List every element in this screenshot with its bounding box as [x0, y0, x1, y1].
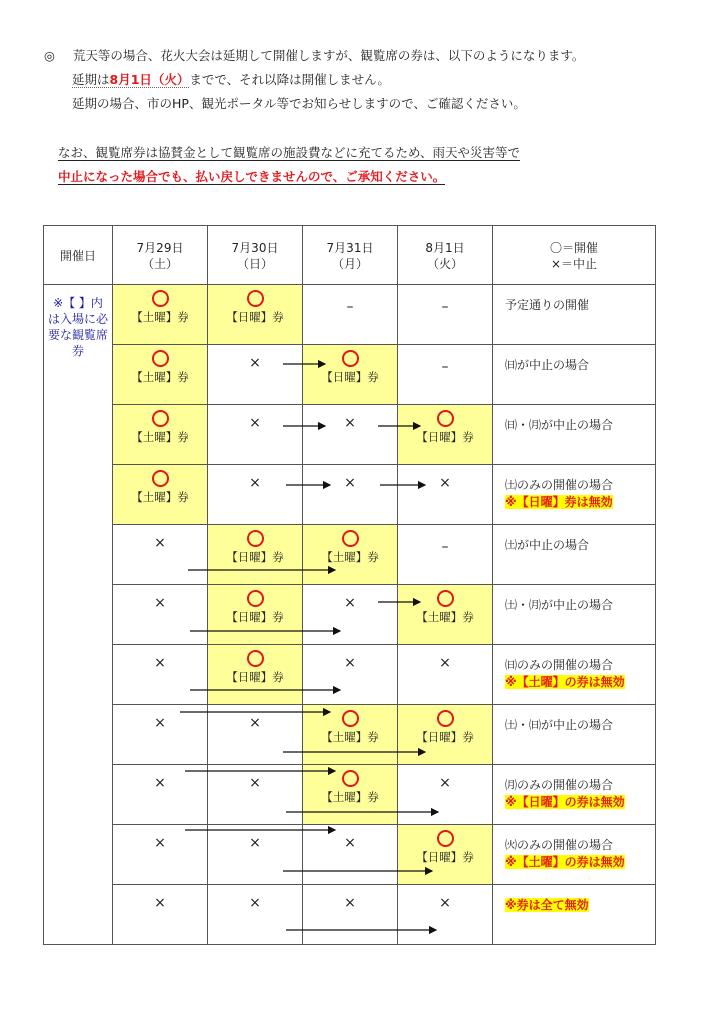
table-row	[44, 465, 656, 525]
held-circle-icon	[342, 770, 359, 787]
postpone-limit: 延期は8月1日（火）	[72, 72, 190, 87]
table-row	[44, 825, 656, 885]
cancel-icon: ×	[439, 775, 451, 791]
status-text: ㈪のみの開催の場合	[505, 778, 614, 792]
cancel-icon: ×	[249, 715, 261, 731]
cancel-icon: ×	[344, 415, 356, 431]
cell-mon	[303, 525, 398, 585]
cancel-icon: ×	[439, 475, 451, 491]
cell-tue	[398, 585, 493, 645]
cell-sat	[113, 825, 208, 885]
refund-warning	[58, 168, 445, 186]
held-circle-icon	[437, 410, 454, 427]
table-row	[44, 705, 656, 765]
table-row	[44, 885, 656, 945]
status-cell	[493, 705, 656, 765]
cell-tue	[398, 885, 493, 945]
status-cell	[493, 825, 656, 885]
cell-sun	[208, 405, 303, 465]
cell-sun	[208, 345, 303, 405]
ticket-label: 【土曜】券	[131, 370, 189, 384]
cell-tue	[398, 525, 493, 585]
schedule-table	[43, 225, 656, 945]
status-cell	[493, 465, 656, 525]
cell-mon	[303, 465, 398, 525]
header-legend: 〇＝開催 ×＝中止	[493, 226, 656, 285]
bullet-icon: ◎	[44, 48, 55, 63]
cancel-icon: ×	[249, 775, 261, 791]
held-circle-icon	[342, 530, 359, 547]
status-text: ㈰が中止の場合	[505, 358, 590, 372]
cell-mon	[303, 345, 398, 405]
intro-line-2: 延期は8月1日（火）までで、それ以降は開催しません。	[72, 72, 390, 87]
left-note: ※【 】内は入場に必要な観覧席券	[44, 285, 113, 945]
cancel-icon: ×	[249, 415, 261, 431]
invalid-note: ※券は全て無効	[505, 898, 589, 912]
invalid-note: ※【土曜】の券は無効	[505, 675, 625, 689]
cancel-icon: ×	[344, 475, 356, 491]
held-circle-icon	[152, 410, 169, 427]
status-cell	[493, 345, 656, 405]
held-circle-icon	[342, 710, 359, 727]
none-dash-icon: –	[346, 299, 354, 315]
cancel-icon: ×	[439, 895, 451, 911]
ticket-label: 【日曜】券	[416, 850, 474, 864]
status-cell	[493, 405, 656, 465]
none-dash-icon: –	[441, 539, 449, 555]
cell-sun	[208, 285, 303, 345]
held-circle-icon	[247, 590, 264, 607]
status-text: ㈯・㈰が中止の場合	[505, 718, 614, 732]
ticket-label: 【土曜】券	[131, 430, 189, 444]
cancel-icon: ×	[154, 655, 166, 671]
ticket-label: 【土曜】券	[131, 490, 189, 504]
cell-sun	[208, 705, 303, 765]
header-date-2: 7月31日 （月）	[303, 226, 398, 285]
table-row	[44, 585, 656, 645]
invalid-note: ※【日曜】の券は無効	[505, 795, 625, 809]
status-text: ㈰のみの開催の場合	[505, 658, 614, 672]
intro-line-3: 延期の場合、市のHP、観光ポータル等でお知らせしますので、ご確認ください。	[72, 96, 526, 111]
cell-sat	[113, 645, 208, 705]
cell-tue	[398, 645, 493, 705]
status-cell	[493, 765, 656, 825]
ticket-label: 【土曜】券	[321, 730, 379, 744]
status-cell	[493, 645, 656, 705]
cell-sat	[113, 705, 208, 765]
status-text: ㈯が中止の場合	[505, 538, 590, 552]
ticket-label: 【日曜】券	[226, 670, 284, 684]
held-circle-icon	[437, 710, 454, 727]
cancel-icon: ×	[249, 835, 261, 851]
cell-sun	[208, 885, 303, 945]
held-circle-icon	[247, 530, 264, 547]
refund-note-1: なお、観覧席券は協賛金として観覧席の施設費などに充てるため、雨天や災害等で	[58, 145, 521, 160]
none-dash-icon: –	[441, 359, 449, 375]
cancel-icon: ×	[344, 595, 356, 611]
cell-tue	[398, 705, 493, 765]
ticket-label: 【土曜】券	[131, 310, 189, 324]
cancel-icon: ×	[344, 655, 356, 671]
status-cell	[493, 525, 656, 585]
ticket-label: 【土曜】券	[416, 610, 474, 624]
ticket-label: 【日曜】券	[321, 370, 379, 384]
table-row	[44, 345, 656, 405]
cell-sun	[208, 825, 303, 885]
status-text: ㈯・㈪が中止の場合	[505, 598, 614, 612]
cell-sat	[113, 285, 208, 345]
cancel-icon: ×	[154, 715, 166, 731]
cancel-icon: ×	[344, 835, 356, 851]
cell-sun	[208, 525, 303, 585]
cell-tue	[398, 405, 493, 465]
held-circle-icon	[342, 350, 359, 367]
cell-sun	[208, 465, 303, 525]
cell-sat	[113, 525, 208, 585]
refund-warning-text: 中止になった場合でも、払い戻しできませんので、ご承知ください。	[58, 169, 446, 184]
cancel-icon: ×	[439, 655, 451, 671]
cancel-icon: ×	[154, 535, 166, 551]
status-text: ㈰・㈪が中止の場合	[505, 418, 614, 432]
cell-sat	[113, 405, 208, 465]
header-row	[44, 226, 656, 285]
intro-line-1	[44, 47, 584, 65]
ticket-label: 【日曜】券	[416, 730, 474, 744]
cell-tue	[398, 825, 493, 885]
cell-sat	[113, 585, 208, 645]
status-cell	[493, 885, 656, 945]
intro-text-1: 荒天等の場合、花火大会は延期して開催しますが、観覧席の券は、以下のようになります。	[72, 48, 585, 63]
cancel-icon: ×	[249, 355, 261, 371]
ticket-label: 【日曜】券	[226, 610, 284, 624]
invalid-note: ※【日曜】券は無効	[505, 495, 613, 509]
cell-mon	[303, 645, 398, 705]
cell-tue	[398, 285, 493, 345]
ticket-label: 【土曜】券	[321, 550, 379, 564]
invalid-note: ※【土曜】の券は無効	[505, 855, 625, 869]
header-date-label: 開催日	[44, 226, 113, 285]
cell-sun	[208, 645, 303, 705]
cell-mon	[303, 405, 398, 465]
cancel-icon: ×	[154, 775, 166, 791]
cancel-icon: ×	[344, 895, 356, 911]
status-cell	[493, 285, 656, 345]
header-date-0: 7月29日 （土）	[113, 226, 208, 285]
cancel-icon: ×	[154, 835, 166, 851]
cell-sat	[113, 465, 208, 525]
header-date-1: 7月30日 （日）	[208, 226, 303, 285]
cell-sat	[113, 765, 208, 825]
held-circle-icon	[437, 830, 454, 847]
table-row	[44, 405, 656, 465]
cell-sun	[208, 765, 303, 825]
status-text: ㈯のみの開催の場合	[505, 478, 614, 492]
table-row	[44, 525, 656, 585]
cell-mon	[303, 285, 398, 345]
cell-tue	[398, 765, 493, 825]
cell-mon	[303, 765, 398, 825]
held-circle-icon	[437, 590, 454, 607]
status-text: ㈫のみの開催の場合	[505, 838, 614, 852]
held-circle-icon	[247, 650, 264, 667]
table-row	[44, 285, 656, 345]
cell-mon	[303, 885, 398, 945]
table-row	[44, 765, 656, 825]
cell-mon	[303, 585, 398, 645]
cell-sun	[208, 585, 303, 645]
held-circle-icon	[152, 290, 169, 307]
held-circle-icon	[152, 470, 169, 487]
none-dash-icon: –	[441, 299, 449, 315]
refund-note	[58, 144, 520, 162]
cell-mon	[303, 705, 398, 765]
header-date-3: 8月1日 （火）	[398, 226, 493, 285]
ticket-label: 【日曜】券	[416, 430, 474, 444]
cancel-icon: ×	[249, 475, 261, 491]
ticket-label: 【土曜】券	[321, 790, 379, 804]
cell-mon	[303, 825, 398, 885]
held-circle-icon	[152, 350, 169, 367]
cancel-icon: ×	[154, 595, 166, 611]
held-circle-icon	[247, 290, 264, 307]
cancel-icon: ×	[249, 895, 261, 911]
cancel-icon: ×	[154, 895, 166, 911]
status-text: 予定通りの開催	[505, 298, 590, 312]
cell-sat	[113, 885, 208, 945]
table-row	[44, 645, 656, 705]
ticket-label: 【日曜】券	[226, 310, 284, 324]
status-cell	[493, 585, 656, 645]
cell-tue	[398, 465, 493, 525]
ticket-label: 【日曜】券	[226, 550, 284, 564]
cell-tue	[398, 345, 493, 405]
cell-sat	[113, 345, 208, 405]
